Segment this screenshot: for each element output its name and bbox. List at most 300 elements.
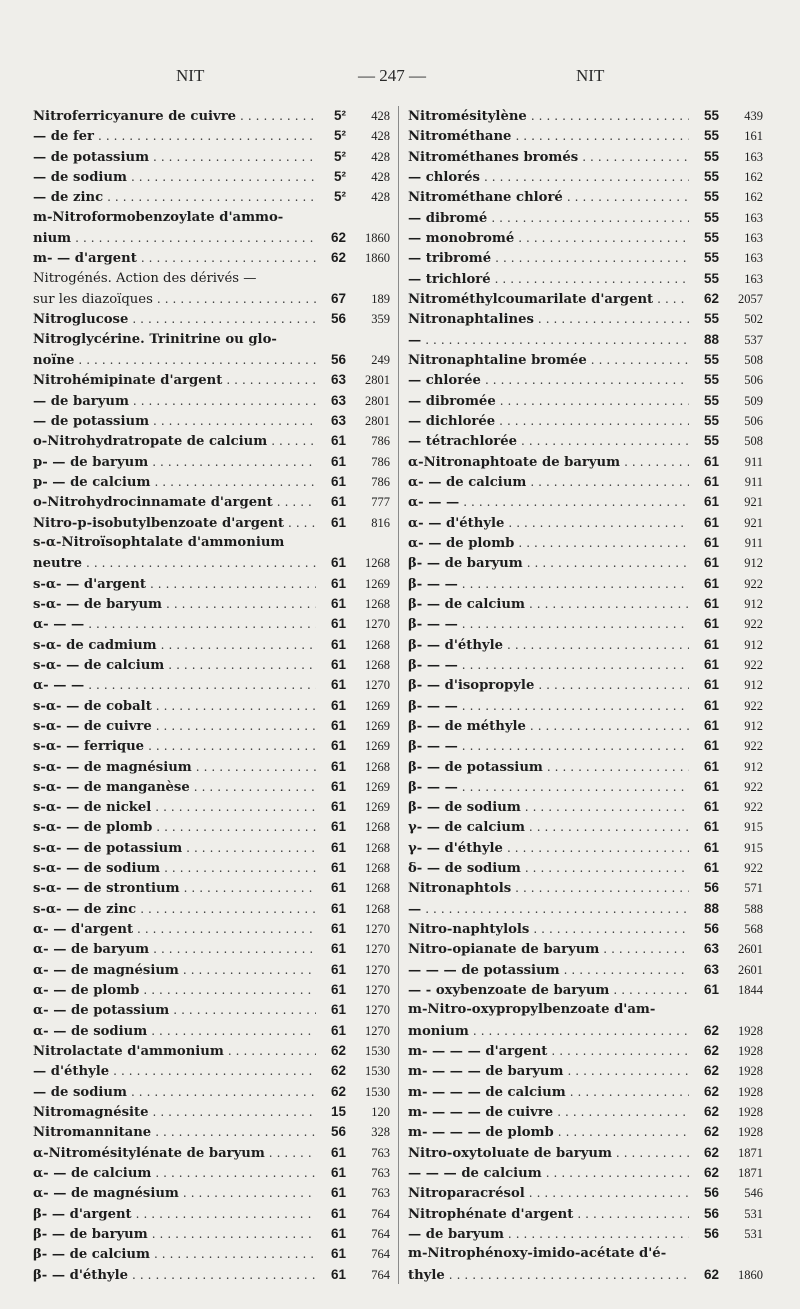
dot-leader	[164, 859, 316, 878]
entry-page: 1871	[738, 1166, 763, 1181]
index-entry	[408, 878, 763, 897]
entry-label: — de zinc	[33, 190, 104, 206]
dot-leader	[271, 432, 316, 451]
dot-leader	[603, 940, 689, 959]
dot-leader	[157, 290, 316, 309]
dot-leader	[78, 351, 316, 370]
entry-page: 1530	[365, 1064, 390, 1079]
entry-page: 764	[371, 1247, 390, 1262]
entry-label: — d'éthyle	[33, 1064, 110, 1080]
entry-volume: 62	[703, 1083, 719, 1099]
index-entry	[33, 716, 390, 735]
dot-leader	[155, 1123, 316, 1142]
entry-volume: 61	[330, 1002, 346, 1018]
entry-label: Nitroparacrésol	[408, 1186, 525, 1202]
dot-leader	[133, 392, 316, 411]
index-entry	[408, 1224, 763, 1243]
dot-leader	[131, 1083, 316, 1102]
entry-label: α- — d'argent	[33, 922, 134, 938]
entry-page: 1268	[365, 637, 390, 652]
dot-leader	[153, 412, 316, 431]
dot-leader	[495, 249, 689, 268]
dot-leader	[148, 737, 316, 756]
entry-page: 922	[744, 617, 763, 632]
index-entry	[33, 492, 390, 511]
dot-leader	[156, 717, 316, 736]
entry-label: m- — — — de plomb	[408, 1125, 554, 1141]
entry-label: α- — de sodium	[33, 1023, 148, 1039]
entry-page: 531	[744, 1206, 763, 1221]
entry-label: s-α- — de calcium	[33, 657, 165, 673]
entry-page: 1268	[365, 840, 390, 855]
entry-page: 922	[744, 576, 763, 591]
index-entry	[408, 187, 763, 206]
entry-page: 546	[744, 1186, 763, 1201]
index-entry	[33, 452, 390, 471]
index-entry	[33, 919, 390, 938]
entry-volume: 61	[703, 738, 719, 754]
entry-volume: 62	[703, 1266, 719, 1282]
entry-label: p- — de calcium	[33, 474, 151, 490]
index-entry	[408, 655, 763, 674]
dot-leader	[196, 758, 316, 777]
entry-page: 1270	[365, 942, 390, 957]
dot-leader	[508, 1225, 689, 1244]
index-entry	[408, 553, 763, 572]
dot-leader	[515, 127, 689, 146]
entry-label: — de sodium	[33, 1084, 127, 1100]
entry-volume: 67	[330, 290, 346, 306]
dot-leader	[166, 595, 316, 614]
entry-label: Nitro-p-isobutylbenzoate d'argent	[33, 515, 285, 531]
index-entry	[408, 431, 763, 450]
index-entry	[408, 1143, 763, 1162]
entry-page: 2801	[365, 413, 390, 428]
page-header	[0, 62, 800, 92]
dot-leader	[570, 1083, 689, 1102]
entry-label: s-α- — de zinc	[33, 901, 137, 917]
entry-label: α- — de potassium	[33, 1003, 170, 1019]
entry-volume: 55	[703, 128, 719, 144]
entry-volume: 61	[330, 1144, 346, 1160]
entry-label: neutre	[33, 556, 82, 572]
entry-label: α- — de magnésium	[33, 1186, 179, 1202]
entry-volume: 61	[330, 738, 346, 754]
entry-volume: 61	[330, 636, 346, 652]
dot-leader	[154, 473, 316, 492]
entry-page: 911	[744, 535, 763, 550]
entry-volume: 56	[703, 1205, 719, 1221]
entry-page: 120	[371, 1105, 390, 1120]
entry-page: 1270	[365, 983, 390, 998]
entry-volume: 61	[703, 575, 719, 591]
entry-page: 1269	[365, 718, 390, 733]
index-entry	[33, 899, 390, 918]
entry-label: — tribromé	[408, 251, 492, 267]
index-entry	[33, 838, 390, 857]
dot-leader	[551, 1042, 689, 1061]
entry-volume: 15	[330, 1104, 346, 1120]
entry-volume: 61	[330, 677, 346, 693]
index-entry	[33, 1265, 390, 1284]
entry-page: 1268	[365, 901, 390, 916]
entry-label: nium	[33, 230, 72, 246]
entry-label: α-Nitronaphtoate de baryum	[408, 454, 621, 470]
entry-volume: 61	[703, 494, 719, 510]
entry-page: 163	[744, 210, 763, 225]
entry-volume: 62	[703, 1104, 719, 1120]
entry-page: 2801	[365, 393, 390, 408]
dot-leader	[154, 1245, 316, 1264]
entry-label: s-α- — de manganèse	[33, 779, 190, 795]
dot-leader	[462, 615, 689, 634]
index-column-right	[408, 106, 763, 1284]
entry-page: 764	[371, 1206, 390, 1221]
entry-volume: 61	[330, 1165, 346, 1181]
entry-label: monium	[408, 1023, 469, 1039]
entry-page: 2057	[738, 291, 763, 306]
dot-leader	[136, 1205, 316, 1224]
index-entry	[408, 248, 763, 267]
dot-leader	[499, 412, 689, 431]
entry-page: 1269	[365, 576, 390, 591]
entry-label: s-α-Nitroïsophtalate d'ammonium	[33, 534, 285, 550]
entry-page: 163	[744, 230, 763, 245]
entry-page: 911	[744, 454, 763, 469]
entry-volume: 61	[703, 636, 719, 652]
dot-leader	[463, 493, 689, 512]
dot-leader	[582, 148, 689, 167]
entry-page: 1928	[738, 1064, 763, 1079]
entry-page: 1928	[738, 1105, 763, 1120]
entry-page: 1928	[738, 1084, 763, 1099]
entry-volume: 61	[703, 555, 719, 571]
index-entry	[408, 858, 763, 877]
entry-volume: 63	[330, 412, 346, 428]
dot-leader	[107, 188, 316, 207]
entry-volume: 5²	[333, 128, 346, 144]
entry-volume: 61	[330, 758, 346, 774]
entry-volume: 61	[330, 697, 346, 713]
entry-volume: 61	[703, 860, 719, 876]
entry-page: 922	[744, 657, 763, 672]
entry-volume: 55	[703, 433, 719, 449]
dot-leader	[531, 107, 689, 126]
dot-leader	[525, 798, 689, 817]
entry-label: s-α- — de cobalt	[33, 698, 152, 714]
index-entry	[408, 736, 763, 755]
index-entry	[33, 1163, 390, 1182]
entry-volume: 88	[703, 331, 719, 347]
index-entry	[408, 1021, 763, 1040]
entry-label: Nitroglucose	[33, 312, 129, 328]
entry-label: α- — de magnésium	[33, 962, 179, 978]
index-entry	[33, 391, 390, 410]
entry-volume: 5²	[333, 108, 346, 123]
entry-label: — de baryum	[33, 393, 129, 409]
dot-leader	[591, 351, 689, 370]
index-entry	[33, 269, 390, 288]
index-entry	[33, 370, 390, 389]
entry-volume: 62	[330, 1083, 346, 1099]
index-entry	[408, 696, 763, 715]
entry-page: 568	[744, 922, 763, 937]
entry-volume: 61	[330, 494, 346, 510]
dot-leader	[155, 798, 316, 817]
index-entry	[408, 899, 763, 918]
entry-page: 502	[744, 312, 763, 327]
entry-page: 921	[744, 515, 763, 530]
index-entry	[408, 411, 763, 430]
entry-label: — de sodium	[33, 169, 127, 185]
entry-page: 508	[744, 434, 763, 449]
entry-label: s-α- — de cuivre	[33, 718, 152, 734]
entry-label: β- — d'éthyle	[33, 1267, 128, 1283]
entry-page: 161	[744, 129, 763, 144]
entry-label: Nitrohémipinate d'argent	[33, 373, 223, 389]
entry-label: m-Nitro-oxypropylbenzoate d'am-	[408, 1002, 656, 1018]
index-entry	[33, 635, 390, 654]
entry-page: 1844	[738, 983, 763, 998]
entry-page: 921	[744, 495, 763, 510]
index-entry	[33, 106, 390, 125]
entry-label: β- — de méthyle	[408, 718, 526, 734]
index-entry	[33, 675, 390, 694]
index-entry	[33, 1143, 390, 1162]
index-entry	[408, 939, 763, 958]
entry-page: 1270	[365, 678, 390, 693]
dot-leader	[567, 188, 689, 207]
entry-volume: 62	[703, 1165, 719, 1181]
entry-label: α- — de plomb	[408, 535, 515, 551]
dot-leader	[137, 920, 316, 939]
dot-leader	[491, 209, 689, 228]
dot-leader	[161, 636, 316, 655]
entry-volume: 62	[703, 290, 719, 306]
entry-page: 1928	[738, 1023, 763, 1038]
entry-volume: 61	[703, 514, 719, 530]
entry-label: β- — de calcium	[408, 596, 525, 612]
entry-volume: 63	[330, 372, 346, 388]
entry-label: — trichloré	[408, 271, 491, 287]
index-entry	[33, 1183, 390, 1202]
entry-label: m- — — — de baryum	[408, 1064, 564, 1080]
index-entry	[408, 289, 763, 308]
entry-label: Nitroferricyanure de cuivre	[33, 109, 237, 124]
entry-page: 189	[371, 291, 390, 306]
index-column-left	[33, 106, 390, 1284]
entry-label: — dibromée	[408, 393, 496, 409]
dot-leader	[657, 290, 689, 309]
index-entry	[33, 797, 390, 816]
entry-label: — - oxybenzoate de baryum	[408, 983, 610, 999]
entry-label: γ- — de calcium	[408, 820, 525, 836]
entry-label: β- — d'éthyle	[408, 637, 503, 653]
entry-page: 922	[744, 800, 763, 815]
dot-leader	[143, 981, 316, 1000]
dot-leader	[88, 615, 316, 634]
dot-leader	[508, 514, 689, 533]
entry-label: Nitromannitane	[33, 1125, 152, 1141]
entry-label: noïne	[33, 352, 75, 368]
entry-volume: 56	[330, 1124, 346, 1140]
dot-leader	[533, 920, 689, 939]
dot-leader	[624, 453, 689, 472]
index-entry	[408, 1041, 763, 1060]
entry-label: β- — —	[408, 779, 458, 795]
entry-page: 1860	[365, 251, 390, 266]
entry-page: 1860	[738, 1267, 763, 1282]
entry-label: β- — —	[408, 657, 458, 673]
entry-volume: 61	[330, 880, 346, 896]
index-entry	[33, 980, 390, 999]
entry-volume: 61	[330, 1185, 346, 1201]
entry-page: 428	[371, 129, 390, 144]
dot-leader	[485, 371, 689, 390]
entry-volume: 55	[703, 412, 719, 428]
dot-leader	[557, 1103, 689, 1122]
entry-page: 922	[744, 739, 763, 754]
entry-label: Nitromagnésite	[33, 1105, 149, 1121]
dot-leader	[173, 1001, 316, 1020]
entry-page: 786	[371, 474, 390, 489]
entry-page: 1269	[365, 739, 390, 754]
index-entry	[33, 696, 390, 715]
entry-volume: 61	[703, 656, 719, 672]
dot-leader	[538, 676, 689, 695]
index-entry	[33, 1061, 390, 1080]
dot-leader	[484, 168, 689, 187]
dot-leader	[131, 168, 316, 187]
entry-page: 912	[744, 556, 763, 571]
page-number: — 247 —	[358, 66, 426, 85]
index-entry	[408, 817, 763, 836]
entry-label: — de fer	[33, 129, 94, 145]
entry-volume: 61	[330, 453, 346, 469]
entry-label: α- — —	[33, 678, 85, 694]
entry-volume: 61	[330, 616, 346, 632]
index-entry	[33, 126, 390, 145]
entry-page: 2601	[738, 962, 763, 977]
entry-page: 1270	[365, 922, 390, 937]
entry-page: 249	[371, 352, 390, 367]
entry-label: m- — — — de cuivre	[408, 1105, 554, 1121]
dot-leader	[141, 249, 316, 268]
dot-leader	[183, 1184, 316, 1203]
entry-volume: 61	[330, 860, 346, 876]
index-entry	[33, 208, 390, 227]
entry-page: 428	[371, 109, 390, 123]
entry-label: Nitrophénate d'argent	[408, 1206, 574, 1222]
index-entry	[408, 472, 763, 491]
dot-leader	[269, 1144, 316, 1163]
entry-volume: 55	[703, 351, 719, 367]
index-entry	[33, 533, 390, 552]
entry-label: p- — de baryum	[33, 454, 149, 470]
entry-label: s-α- — de sodium	[33, 861, 161, 877]
dot-leader	[449, 1266, 689, 1285]
entry-page: 506	[744, 413, 763, 428]
index-entry	[33, 248, 390, 267]
entry-volume: 5²	[333, 168, 346, 184]
entry-volume: 5²	[333, 189, 346, 205]
index-entry	[33, 1041, 390, 1060]
dot-leader	[521, 432, 689, 451]
dot-leader	[462, 575, 689, 594]
entry-volume: 61	[330, 921, 346, 937]
dot-leader	[140, 900, 316, 919]
entry-volume: 55	[703, 168, 719, 184]
entry-page: 763	[371, 1186, 390, 1201]
entry-label: sur les diazoïques	[33, 291, 153, 307]
dot-leader	[529, 818, 689, 837]
entry-label: o-Nitrohydrocinnamate d'argent	[33, 495, 273, 511]
index-entry	[408, 492, 763, 511]
entry-page: 1269	[365, 779, 390, 794]
index-entry	[33, 1204, 390, 1223]
dot-leader	[226, 371, 316, 390]
index-entry	[33, 939, 390, 958]
entry-page: 1928	[738, 1044, 763, 1059]
dot-leader	[156, 697, 316, 716]
dot-leader	[577, 1205, 689, 1224]
dot-leader	[547, 758, 689, 777]
entry-volume: 61	[330, 514, 346, 530]
index-entry	[33, 431, 390, 450]
dot-leader	[155, 1164, 316, 1183]
index-entry	[408, 126, 763, 145]
entry-volume: 61	[330, 1226, 346, 1242]
entry-label: Nitromésitylène	[408, 109, 527, 124]
entry-label: Nitronaphtols	[408, 881, 512, 897]
entry-label: — de baryum	[408, 1227, 504, 1243]
index-entry	[33, 1082, 390, 1101]
entry-page: 163	[744, 251, 763, 266]
entry-volume: 5²	[333, 148, 346, 164]
entry-page: 1871	[738, 1145, 763, 1160]
entry-label: o-Nitrohydratropate de calcium	[33, 434, 268, 450]
entry-page: 509	[744, 393, 763, 408]
index-entry	[33, 147, 390, 166]
entry-label: m-Nitroformobenzoylate d'ammo-	[33, 209, 284, 225]
entry-label: α- — —	[33, 617, 85, 633]
entry-volume: 61	[330, 1022, 346, 1038]
index-entry	[33, 1244, 390, 1263]
index-entry	[408, 1061, 763, 1080]
index-entry	[408, 919, 763, 938]
entry-label: — monobromé	[408, 230, 515, 246]
entry-page: 1268	[365, 881, 390, 896]
entry-page: 537	[744, 332, 763, 347]
entry-label: β- — d'isopropyle	[408, 678, 535, 694]
entry-volume: 63	[703, 941, 719, 957]
index-entry	[33, 736, 390, 755]
index-entry	[408, 167, 763, 186]
entry-page: 588	[744, 901, 763, 916]
index-entry	[408, 452, 763, 471]
entry-page: 439	[744, 109, 763, 123]
dot-leader	[153, 148, 316, 167]
dot-leader	[186, 839, 316, 858]
index-entry	[408, 574, 763, 593]
entry-label: Nitroglycérine. Trinitrine ou glo-	[33, 331, 277, 347]
entry-volume: 61	[330, 778, 346, 794]
entry-label: Nitrométhane chloré	[408, 190, 563, 206]
entry-page: 764	[371, 1227, 390, 1242]
index-entry	[408, 1244, 763, 1263]
index-entry	[408, 838, 763, 857]
entry-label: Nitrométhanes bromés	[408, 149, 579, 165]
